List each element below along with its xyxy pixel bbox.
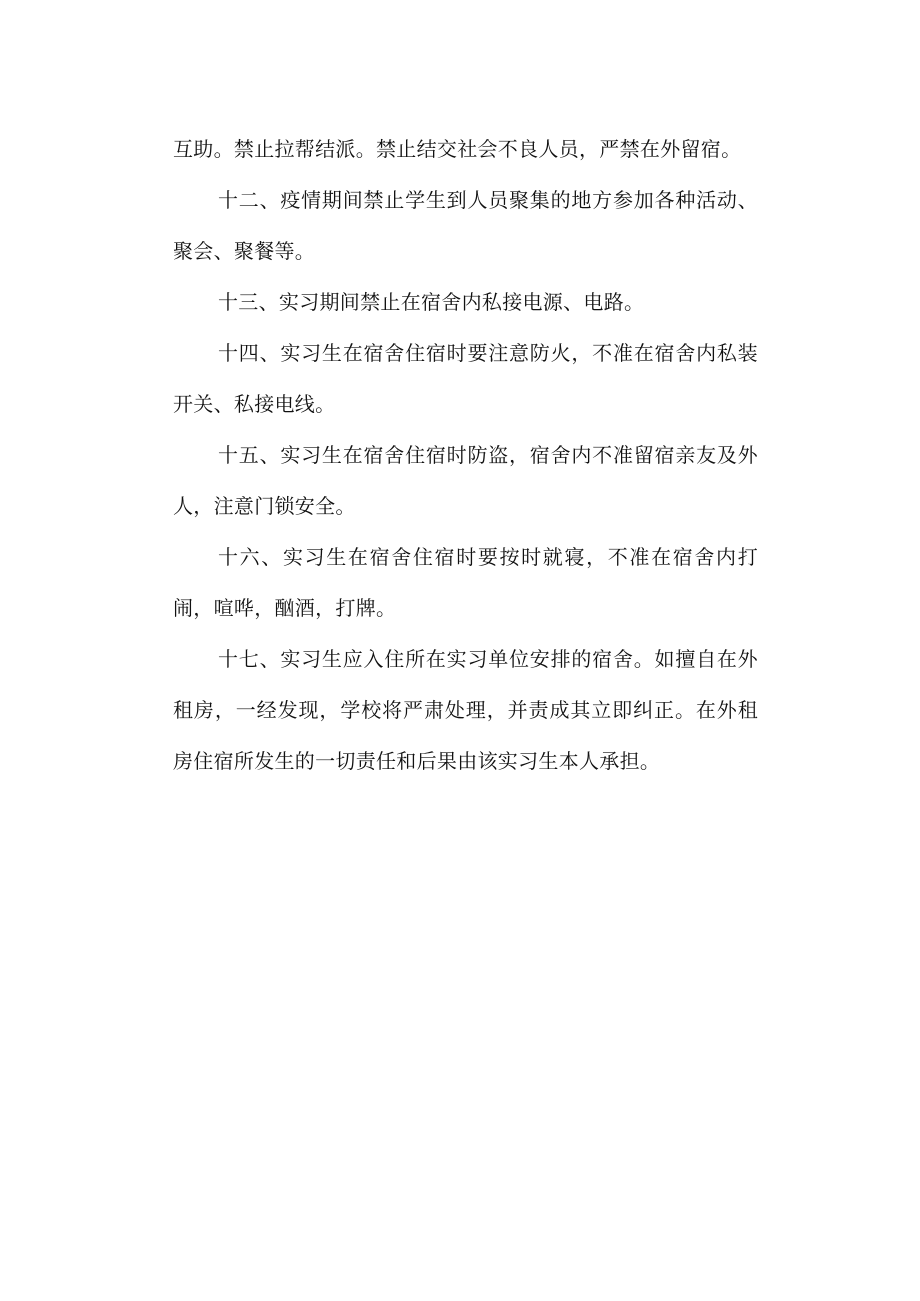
document-body bbox=[173, 124, 758, 787]
paragraph-rule-14: 十四、实习生在宿舍住宿时要注意防火，不准在宿舍内私装开关、私接电线。 bbox=[173, 341, 758, 416]
paragraph-rule-13: 十三、实习期间禁止在宿舍内私接电源、电路。 bbox=[218, 290, 645, 314]
paragraph-continuation: 互助。禁止拉帮结派。禁止结交社会不良人员，严禁在外留宿。 bbox=[173, 137, 742, 161]
paragraph-rule-12: 十二、疫情期间禁止学生到人员聚集的地方参加各种活动、聚会、聚餐等。 bbox=[173, 188, 758, 263]
paragraph-rule-17: 十七、实习生应入住所在实习单位安排的宿舍。如擅自在外租房，一经发现，学校将严肃处理，并责成其立即纠正。在外租房住宿所发生的一切责任和后果由该实习生本人承担。 bbox=[173, 647, 758, 773]
paragraph-rule-15: 十五、实习生在宿舍住宿时防盗，宿舍内不准留宿亲友及外人，注意门锁安全。 bbox=[173, 443, 758, 518]
paragraph-rule-16: 十六、实习生在宿舍住宿时要按时就寝，不准在宿舍内打闹，喧哗，酗酒，打牌。 bbox=[173, 545, 758, 620]
